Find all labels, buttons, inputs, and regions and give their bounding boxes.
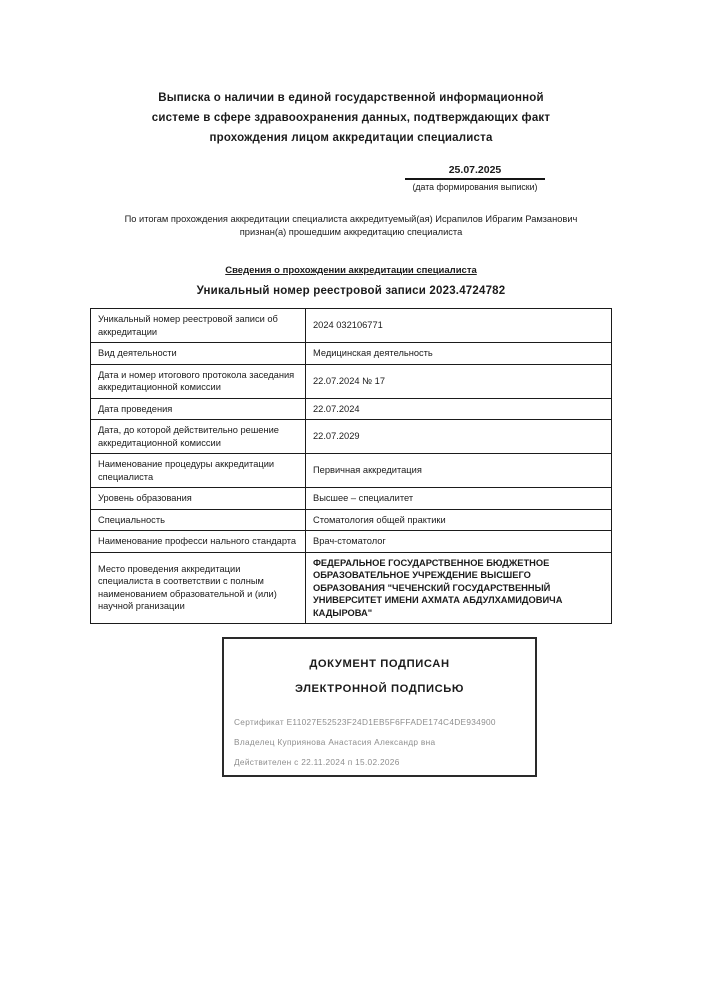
table-row [91,398,612,420]
table-row [91,509,612,531]
table-row [91,364,612,398]
row-value: Стоматология общей практики [306,509,612,531]
table-row [91,531,612,553]
table-row [91,454,612,488]
intro-line: По итогам прохождения аккредитации специалиста аккредитуемый(ая) Исрапилов Ибрагим Рамзанович [124,214,578,224]
row-label: Дата, до которой действительно решение аккредитационной комиссии [91,420,306,454]
row-label: Уровень образования [91,488,306,510]
row-value: 22.07.2024 № 17 [306,364,612,398]
issue-date: 25.07.2025 [405,164,545,180]
certificate-number: Сертификат E11027E52523F24D1EB5F6FFADE174C4DE934900 [234,717,496,727]
row-value: Первичная аккредитация [306,454,612,488]
issue-date-block [405,164,545,192]
row-label: Наименование процедуры аккредитации специалиста [91,454,306,488]
row-label: Место проведения аккредитации специалиста в соответствии с полным наименованием образовательной и (или) научной рганизации [91,552,306,624]
row-label: Специальность [91,509,306,531]
row-value: 2024 032106771 [306,309,612,343]
certificate-validity: Действителен с 22.11.2024 п 15.02.2026 [234,757,400,767]
stamp-title-line: ДОКУМЕНТ ПОДПИСАН [309,658,450,670]
accreditation-table [90,308,612,624]
row-label: Дата и номер итогового протокола заседания аккредитационной комиссии [91,364,306,398]
intro-line: признан(а) прошедшим аккредитацию специалиста [239,227,463,237]
table-row [91,309,612,343]
document-title-line: прохождения лицом аккредитации специалиста [209,132,493,144]
row-value: Высшее – специалитет [306,488,612,510]
table-row [91,552,612,624]
row-value: 22.07.2024 [306,398,612,420]
table-row [91,343,612,365]
certificate-owner: Владелец Куприянова Анастасия Александр вна [234,737,436,747]
section-heading: Сведения о прохождении аккредитации специалиста [225,265,477,276]
row-label: Наименование професси нального стандарта [91,531,306,553]
document-title-line: Выписка о наличии в единой государственной информационной [158,92,544,104]
row-value: 22.07.2029 [306,420,612,454]
certificate-details [234,717,525,767]
row-label: Вид деятельности [91,343,306,365]
intro-paragraph [90,213,612,239]
table-row [91,488,612,510]
registry-number: Уникальный номер реестровой записи 2023.4724782 [196,285,506,297]
issue-date-caption: (дата формирования выписки) [412,182,538,192]
electronic-signature-stamp [222,637,537,777]
table-row [91,420,612,454]
row-label: Дата проведения [91,398,306,420]
row-value: Врач-стоматолог [306,531,612,553]
row-label: Уникальный номер реестровой записи об аккредитации [91,309,306,343]
row-value: Медицинская деятельность [306,343,612,365]
row-value-organization: ФЕДЕРАЛЬНОЕ ГОСУДАРСТВЕННОЕ БЮДЖЕТНОЕ ОБРАЗОВАТЕЛЬНОЕ УЧРЕЖДЕНИЕ ВЫСШЕГО ОБРАЗОВАНИЯ "ЧЕЧЕНСКИЙ ГОСУДАРСТВЕННЫЙ УНИВЕРСИТЕТ ИМЕНИ АХМАТА АБДУЛХАМИДОВИЧА КАДЫРОВА" [306,552,612,624]
document-title [90,88,612,148]
stamp-title-line: ЭЛЕКТРОННОЙ ПОДПИСЬЮ [294,683,465,695]
document-title-line: системе в сфере здравоохранения данных, подтверждающих факт [151,112,551,124]
